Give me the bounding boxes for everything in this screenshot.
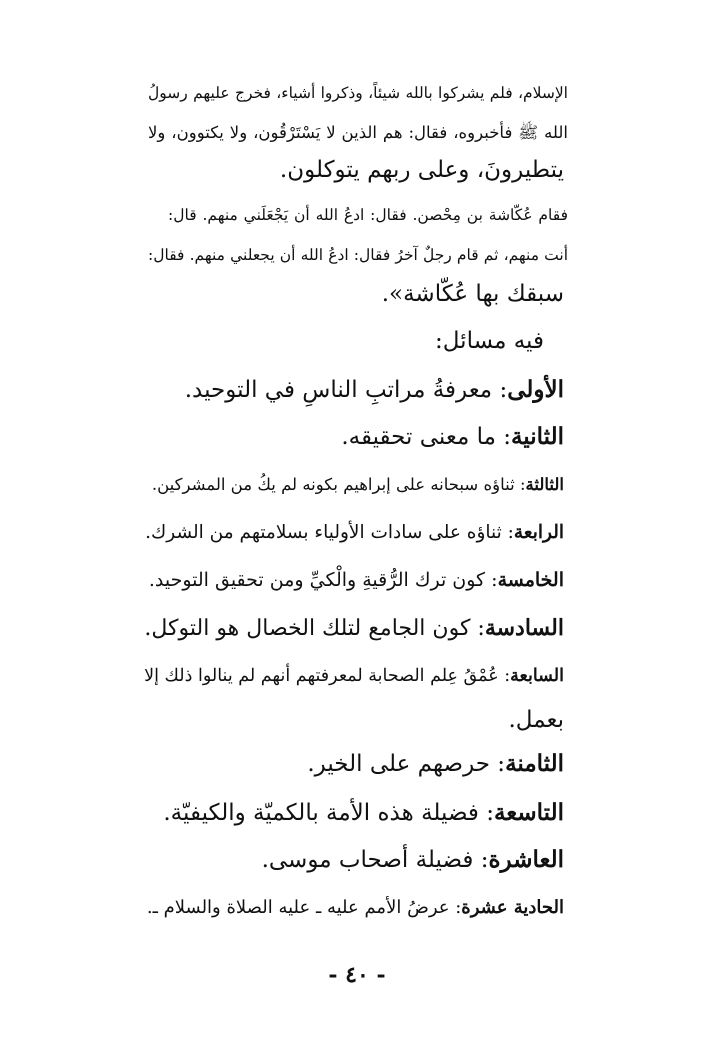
issue-5 bbox=[144, 563, 564, 597]
issue-10-sep: : bbox=[473, 847, 489, 873]
issue-4-term: الرابعة bbox=[513, 522, 564, 543]
issue-1-sep: : bbox=[492, 377, 508, 403]
issue-8-sep: : bbox=[490, 751, 506, 777]
issue-3-text: ثناؤه سبحانه على إبراهيم بكونه لم يكُ من المشركين. bbox=[151, 475, 515, 494]
issue-11 bbox=[144, 891, 564, 925]
issue-11-text: عرضُ الأمم عليه ـ عليه الصلاة والسلام ـ. bbox=[146, 897, 450, 918]
paragraph-2-line-3: سبقك بها عُكّاشة». bbox=[381, 281, 564, 307]
issue-7-continuation: بعمل. bbox=[508, 707, 564, 733]
issue-4-sep: : bbox=[501, 522, 514, 543]
issue-3 bbox=[144, 468, 564, 502]
paragraph-2-line-1: فقام عُكّاشة بن مِحْصن. فقال: ادعُ الله أن يَجْعَلَني منهم. قال: bbox=[168, 206, 568, 224]
issue-3-term: الثالثة bbox=[525, 475, 564, 494]
issue-11-term: الحادية عشرة bbox=[461, 897, 564, 918]
paragraph-2-line-2: أنت منهم، ثم قام رجلٌ آخرُ فقال: ادعُ الله أن يجعلني منهم. فقال: bbox=[148, 246, 568, 264]
issue-1-term: الأولى bbox=[507, 376, 564, 403]
issue-9 bbox=[144, 796, 564, 830]
issue-5-term: الخامسة bbox=[497, 569, 564, 591]
issue-1 bbox=[144, 373, 564, 407]
issue-10 bbox=[144, 843, 564, 877]
issue-9-sep: : bbox=[478, 800, 494, 826]
issue-6-sep: : bbox=[470, 616, 485, 641]
issue-5-sep: : bbox=[485, 569, 498, 591]
issue-9-text: فضيلة هذه الأمة بالكميّة والكيفيّة. bbox=[163, 800, 479, 826]
paragraph-1-line-3: يتطيرونَ، وعلى ربهم يتوكلون. bbox=[279, 157, 564, 183]
issue-5-text: كون ترك الرُّقيةِ والْكيِّ ومن تحقيق التوحيد. bbox=[148, 569, 486, 591]
issue-2-term: الثانية bbox=[510, 423, 564, 450]
issue-7-term: السابعة bbox=[510, 666, 564, 686]
paragraph-1-line-1: الإسلام، فلم يشركوا بالله شيئاً، وذكروا أشياء، فخرج عليهم رسولُ bbox=[148, 84, 568, 102]
issue-10-term: العاشرة bbox=[488, 846, 564, 873]
issue-8-text: حرصهم على الخير. bbox=[307, 751, 490, 777]
issue-9-term: التاسعة bbox=[493, 799, 564, 826]
issue-7-text: عُمْقُ عِلم الصحابة لمعرفتهم أنهم لم ينالوا ذلك إلا bbox=[144, 666, 499, 686]
issue-6 bbox=[144, 611, 564, 646]
issue-8-term: الثامنة bbox=[505, 750, 564, 777]
issue-6-term: السادسة bbox=[484, 615, 564, 641]
issue-3-sep: : bbox=[514, 475, 526, 494]
issue-2 bbox=[144, 420, 564, 454]
issue-7-sep: : bbox=[498, 666, 511, 686]
issue-4-text: ثناؤه على سادات الأولياء بسلامتهم من الشرك. bbox=[145, 522, 502, 543]
issue-2-text: ما معنى تحقيقه. bbox=[341, 424, 496, 450]
issue-1-text: معرفةُ مراتبِ الناسِ في التوحيد. bbox=[184, 377, 493, 403]
issue-2-sep: : bbox=[495, 424, 511, 450]
issue-10-text: فضيلة أصحاب موسى. bbox=[261, 847, 474, 873]
issue-11-sep: : bbox=[449, 897, 462, 918]
paragraph-1-line-2: الله ﷺ فأخبروه، فقال: هم الذين لا يَسْتَرْقُون، ولا يكتوون، ولا bbox=[148, 123, 568, 142]
issues-intro: فيه مسائل: bbox=[435, 328, 544, 354]
issue-8 bbox=[144, 747, 564, 781]
issue-4 bbox=[144, 516, 564, 550]
issue-7 bbox=[144, 659, 564, 693]
issue-6-text: كون الجامع لتلك الخصال هو التوكل. bbox=[144, 616, 471, 641]
page-number: - ٤٠ - bbox=[328, 962, 386, 988]
